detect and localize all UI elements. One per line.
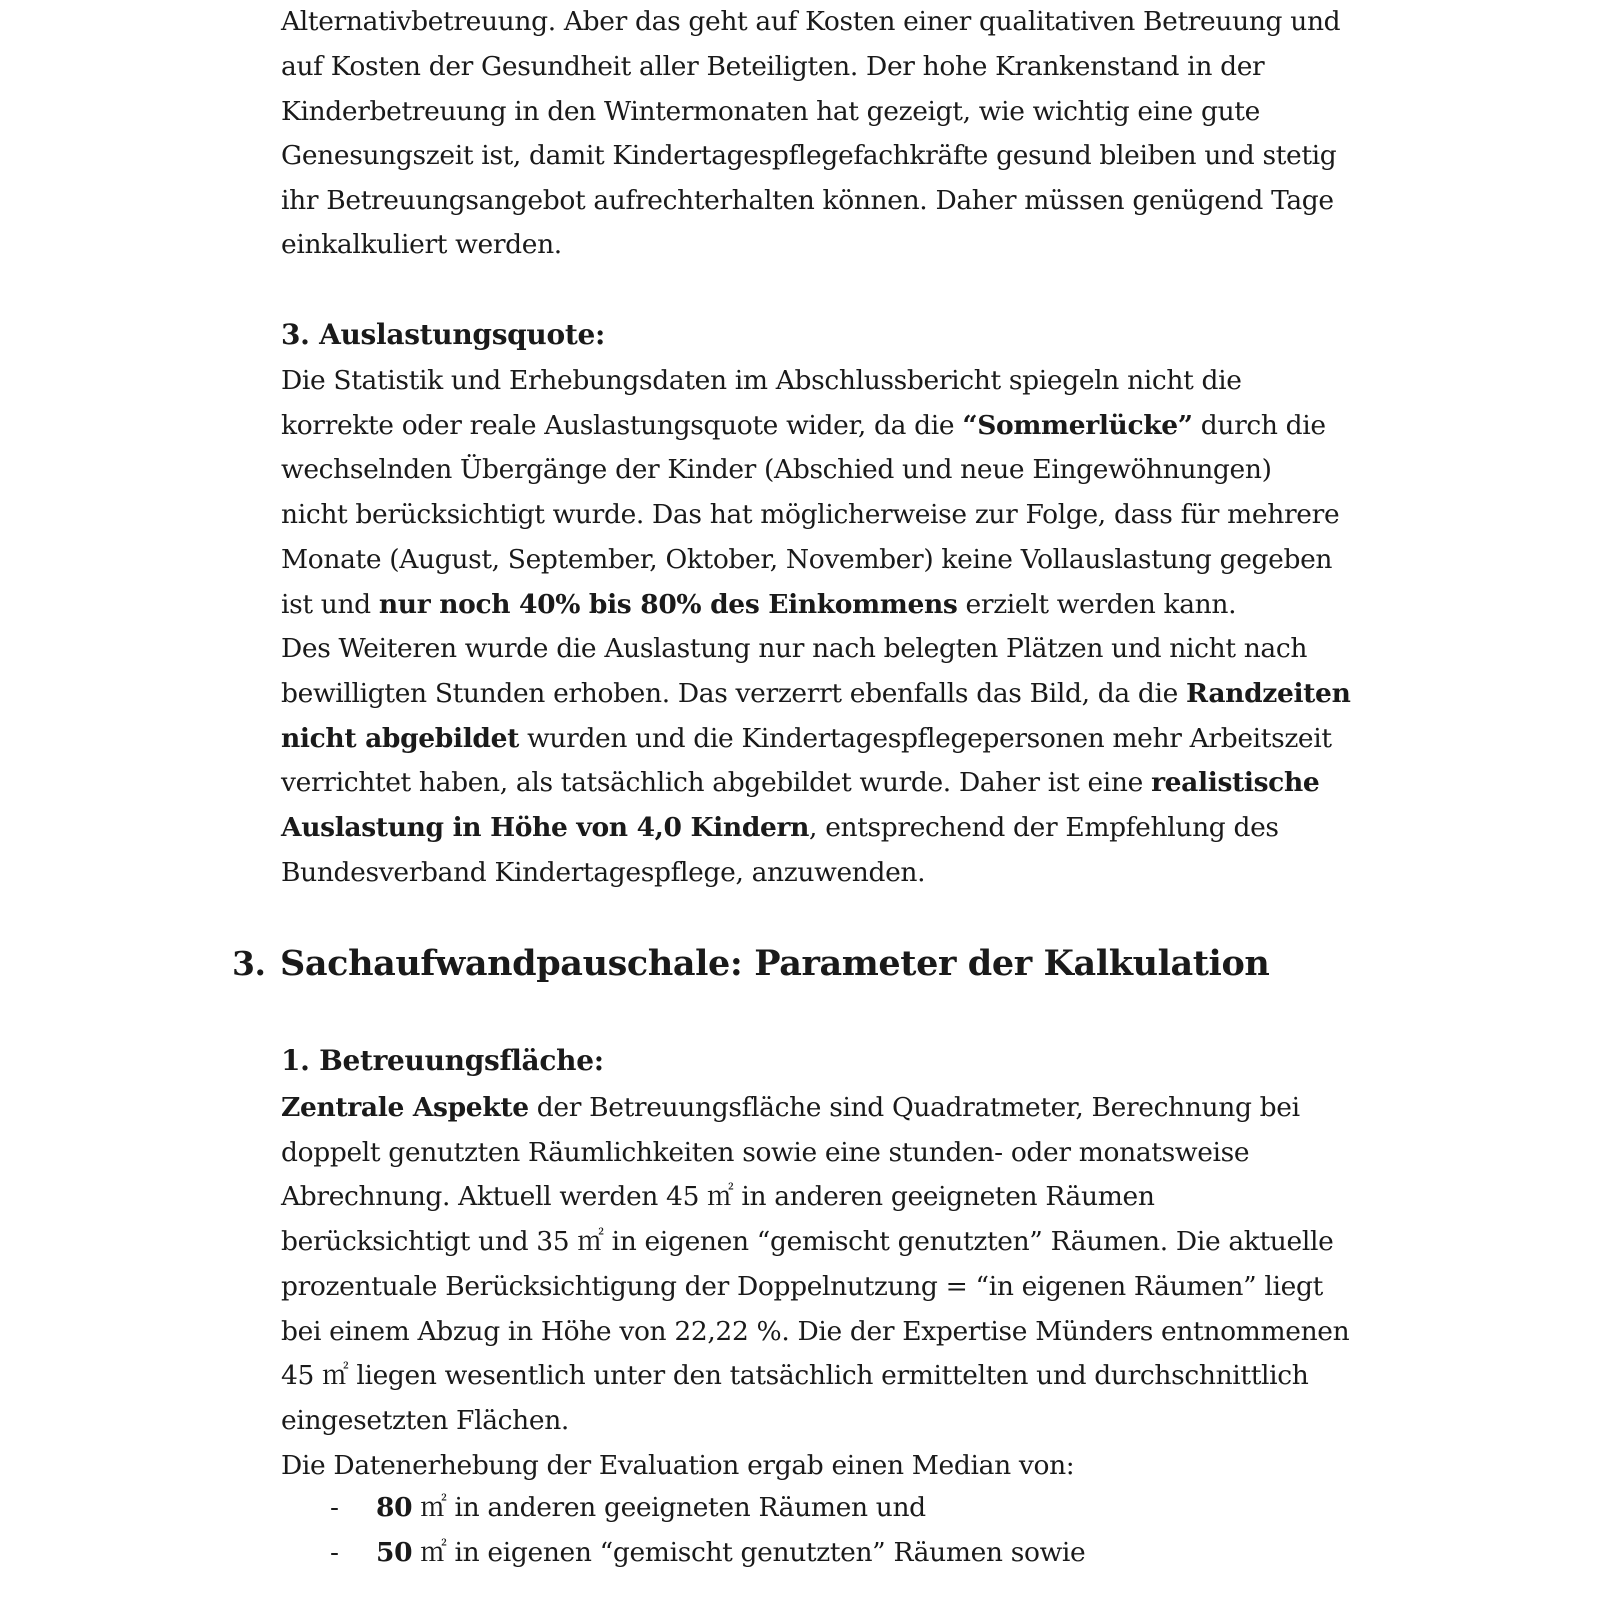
text-span: durch die (1192, 410, 1326, 441)
list-item (330, 1486, 926, 1530)
text-span: der Betreuungsfläche sind Quadratmeter, Berechnung bei (528, 1092, 1300, 1123)
bullet-text: in eigenen “gemischt genutzten” Räumen sowie (446, 1537, 1086, 1568)
bold-text: “Sommerlücke” (962, 410, 1193, 441)
text-line (281, 359, 1242, 403)
bullet-value: 50 (376, 1537, 413, 1568)
text-span: , entsprechend der Empfehlung des (809, 812, 1279, 843)
text-line: Kinderbetreuung in den Wintermonaten hat gezeigt, wie wichtig eine gute (281, 96, 1260, 127)
text-line: Alternativbetreuung. Aber das geht auf Kosten einer qualitativen Betreuung und (281, 6, 1341, 37)
text-line (281, 404, 1326, 448)
text-line (281, 1265, 1323, 1309)
text-span: verrichtet haben, als tatsächlich abgebildet wurde. Daher ist eine (281, 767, 1152, 798)
text-line (281, 583, 1236, 627)
bullet-dash: - (330, 1537, 339, 1568)
text-span: wechselnden Übergänge der Kinder (Abschied und neue Eingewöhnungen) (281, 454, 1272, 485)
section-heading (232, 940, 1269, 988)
text-line (281, 1399, 569, 1443)
text-line: einkalkuliert werden. (281, 229, 562, 260)
bold-text: Randzeiten (1186, 678, 1351, 709)
text-span: nicht berücksichtigt wurde. Das hat möglicherweise zur Folge, dass für mehrere (281, 499, 1340, 530)
text-span: doppelt genutzten Räumlichkeiten sowie eine stunden- oder monatsweise (281, 1137, 1250, 1168)
text-span: Monate (August, September, Oktober, November) keine Vollauslastung gegeben (281, 544, 1333, 575)
text-line (281, 448, 1272, 492)
text-span: berücksichtigt und 35 ㎡ in eigenen “gemischt genutzten” Räumen. Die aktuelle (281, 1226, 1334, 1257)
text-span: Die Statistik und Erhebungsdaten im Abschlussbericht spiegeln nicht die (281, 365, 1242, 396)
list-item (330, 1531, 1085, 1575)
bold-text: nicht abgebildet (281, 723, 519, 754)
section-title: Sachaufwandpauschale: Parameter der Kalkulation (280, 943, 1270, 984)
text-line (281, 717, 1332, 761)
text-line: ihr Betreuungsangebot aufrechterhalten können. Daher müssen genügend Tage (281, 185, 1334, 216)
text-span: 45 ㎡ liegen wesentlich unter den tatsächlich ermittelten und durchschnittlich (281, 1360, 1309, 1391)
text-span: wurden und die Kindertagespflegepersonen mehr Arbeitszeit (519, 723, 1332, 754)
text-span: Bundesverband Kindertagespflege, anzuwenden. (281, 857, 926, 888)
text-line (281, 851, 925, 895)
text-line (281, 1175, 1155, 1219)
text-span: eingesetzten Flächen. (281, 1405, 569, 1436)
text-line (281, 1354, 1309, 1398)
subsection-heading: 3. Auslastungsquote: (281, 318, 606, 351)
text-line (281, 761, 1319, 805)
bullet-value: 80 (376, 1492, 413, 1523)
subsection-heading: 1. Betreuungsfläche: (281, 1044, 604, 1077)
text-span: bei einem Abzug in Höhe von 22,22 %. Die der Expertise Münders entnommenen (281, 1316, 1350, 1347)
text-span: Die Datenerhebung der Evaluation ergab einen Median von: (281, 1450, 1075, 1481)
square-meter-unit: ㎡ (412, 1492, 447, 1523)
text-line (281, 538, 1332, 582)
text-line (281, 1086, 1300, 1130)
text-span: Abrechnung. Aktuell werden 45 ㎡ in anderen geeigneten Räumen (281, 1181, 1155, 1212)
bold-text: nur noch 40% bis 80% des Einkommens (378, 589, 958, 620)
text-span: ist und (281, 589, 379, 620)
text-line (281, 627, 1307, 671)
text-line (281, 493, 1339, 537)
text-span: prozentuale Berücksichtigung der Doppelnutzung = “in eigenen Räumen” liegt (281, 1271, 1323, 1302)
text-line (281, 1310, 1349, 1354)
bold-text: Zentrale Aspekte (281, 1092, 529, 1123)
bold-text: realistische (1151, 767, 1320, 798)
section-number: 3. (232, 944, 266, 983)
bold-text: Auslastung in Höhe von 4,0 Kindern (281, 812, 810, 843)
text-line (281, 806, 1279, 850)
text-line: Genesungszeit ist, damit Kindertagespflegefachkräfte gesund bleiben und stetig (281, 140, 1337, 171)
bullet-dash: - (330, 1492, 339, 1523)
text-span: erzielt werden kann. (957, 589, 1237, 620)
text-line (281, 1444, 1074, 1488)
square-meter-unit: ㎡ (412, 1537, 447, 1568)
text-line (281, 672, 1351, 716)
text-span: Des Weiteren wurde die Auslastung nur nach belegten Plätzen und nicht nach (281, 633, 1308, 664)
text-line (281, 1131, 1249, 1175)
text-line (281, 1220, 1333, 1264)
text-line: auf Kosten der Gesundheit aller Beteiligten. Der hohe Krankenstand in der (281, 51, 1265, 82)
text-span: korrekte oder reale Auslastungsquote wider, da die (281, 410, 963, 441)
text-span: bewilligten Stunden erhoben. Das verzerrt ebenfalls das Bild, da die (281, 678, 1187, 709)
bullet-text: in anderen geeigneten Räumen und (446, 1492, 926, 1523)
